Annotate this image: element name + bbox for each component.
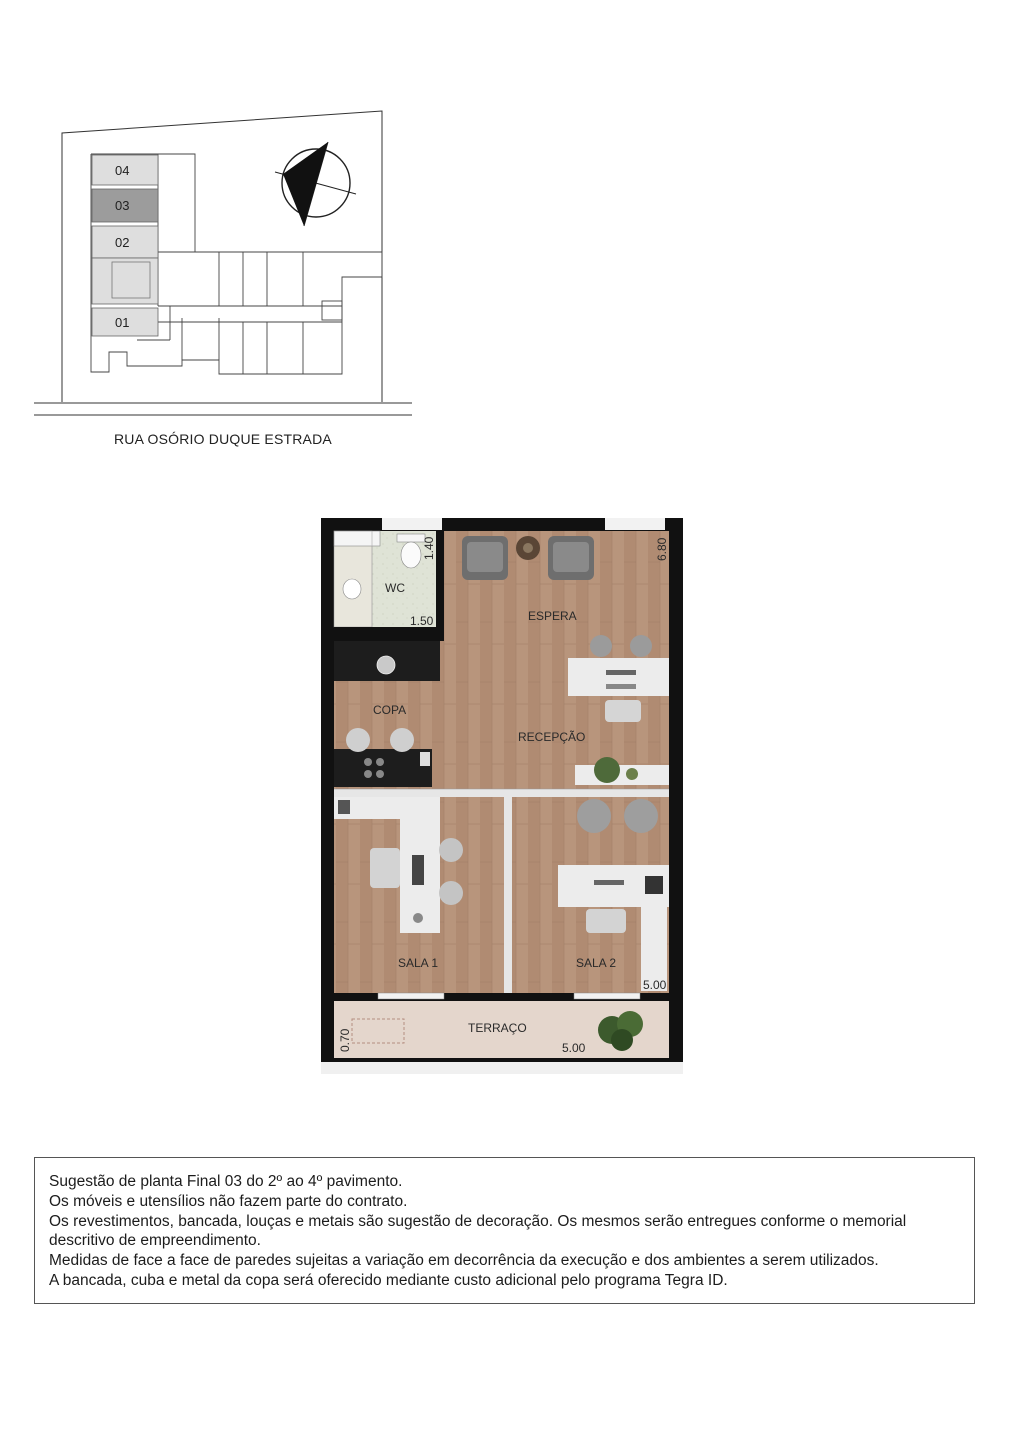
room-label-espera: ESPERA bbox=[528, 609, 577, 623]
toilet-icon bbox=[401, 542, 421, 568]
note-line: Os móveis e utensílios não fazem parte do contrato. bbox=[49, 1192, 408, 1210]
plant-icon bbox=[594, 757, 620, 783]
street-name: RUA OSÓRIO DUQUE ESTRADA bbox=[114, 431, 332, 447]
guest-chair-1 bbox=[590, 635, 612, 657]
room-label-wc: WC bbox=[385, 581, 405, 595]
sala-2-guest-chair-1 bbox=[577, 799, 611, 833]
copa-counter-bottom bbox=[334, 749, 432, 787]
unit-label-01: 01 bbox=[115, 315, 130, 330]
dim-terraco-depth: 0.70 bbox=[338, 1028, 352, 1052]
note-line: Medidas de face a face de paredes sujeitas a variação em decorrência da execução e dos ambientes a serem utilizados. bbox=[49, 1252, 879, 1270]
unit-label-02: 02 bbox=[115, 235, 130, 250]
room-label-sala-2: SALA 2 bbox=[576, 956, 617, 970]
planter-shelf bbox=[575, 765, 669, 785]
toilet-tank bbox=[397, 534, 425, 542]
note-line: Sugestão de planta Final 03 do 2º ao 4º pavimento. bbox=[49, 1173, 403, 1190]
room-label-sala-1: SALA 1 bbox=[398, 956, 439, 970]
copa-stool-1 bbox=[346, 728, 370, 752]
copa-stool-2 bbox=[390, 728, 414, 752]
sala-1-guest-chair-1 bbox=[439, 838, 463, 862]
room-label-copa: COPA bbox=[373, 703, 407, 717]
note-line: A bancada, cuba e metal da copa será oferecido mediante custo adicional pelo programa Tegra ID. bbox=[49, 1271, 728, 1289]
reception-desk bbox=[568, 658, 669, 696]
dim-salas-right: 5.00 bbox=[643, 978, 667, 992]
note-line: descritivo de empreendimento. bbox=[49, 1232, 261, 1250]
copa-sink-icon bbox=[377, 656, 395, 674]
dim-wc-width: 1.50 bbox=[410, 614, 434, 628]
sala-2-chair bbox=[586, 909, 626, 933]
unit-label-04: 04 bbox=[115, 163, 130, 178]
guest-chair-2 bbox=[630, 635, 652, 657]
note-line: Os revestimentos, bancada, louças e metais são sugestão de decoração. Os mesmos serão entregues conforme o memorial bbox=[49, 1212, 907, 1230]
notes-box bbox=[34, 1157, 975, 1304]
dim-top-right: 6.80 bbox=[655, 537, 669, 561]
dim-terraco-width: 5.00 bbox=[562, 1041, 586, 1055]
reception-chair bbox=[605, 700, 641, 722]
room-label-terraco: TERRAÇO bbox=[468, 1021, 527, 1035]
sala-1-guest-chair-2 bbox=[439, 881, 463, 905]
unit-label-03: 03 bbox=[115, 198, 130, 213]
dim-wc-height: 1.40 bbox=[422, 536, 436, 560]
sala-1-chair bbox=[370, 848, 400, 888]
sala-2-guest-chair-2 bbox=[624, 799, 658, 833]
wc-sink-icon bbox=[343, 579, 361, 599]
room-label-recepcao: RECEPÇÃO bbox=[518, 730, 586, 744]
